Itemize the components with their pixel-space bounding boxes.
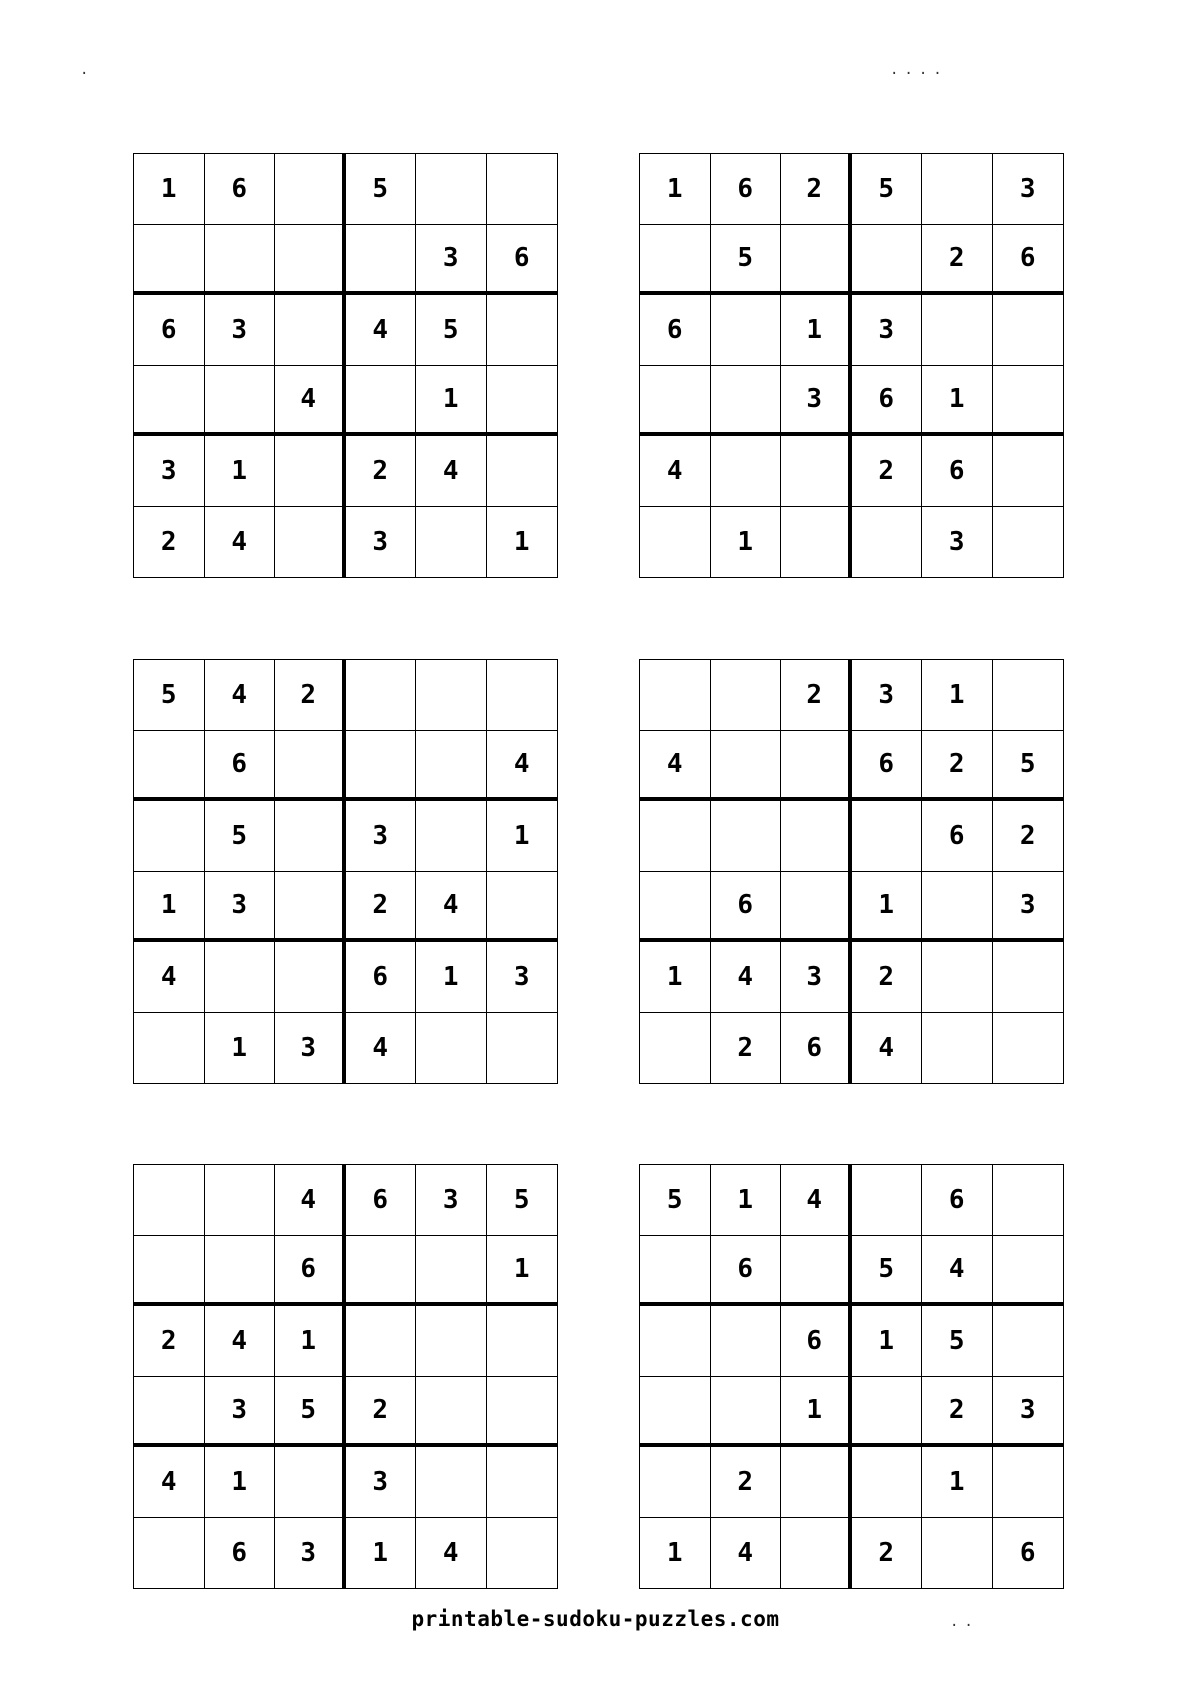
sudoku-cell bbox=[852, 225, 923, 296]
sudoku-cell bbox=[487, 872, 558, 943]
sudoku-cell: 2 bbox=[711, 1013, 782, 1084]
sudoku-cell bbox=[640, 872, 711, 943]
sudoku-cell: 5 bbox=[275, 1377, 346, 1448]
sudoku-cell: 1 bbox=[922, 1447, 993, 1518]
sudoku-cell: 1 bbox=[134, 154, 205, 225]
sudoku-cell: 1 bbox=[416, 366, 487, 437]
sudoku-cell: 4 bbox=[487, 731, 558, 802]
sudoku-cell bbox=[275, 295, 346, 366]
sudoku-cell: 6 bbox=[922, 1165, 993, 1236]
sudoku-cell: 4 bbox=[205, 1306, 276, 1377]
sudoku-cell bbox=[711, 801, 782, 872]
sudoku-cell bbox=[993, 1236, 1064, 1307]
sudoku-cell bbox=[487, 1306, 558, 1377]
sudoku-cell bbox=[416, 801, 487, 872]
sudoku-cell: 4 bbox=[852, 1013, 923, 1084]
sudoku-cell bbox=[416, 660, 487, 731]
sudoku-cell: 3 bbox=[346, 801, 417, 872]
sudoku-cell: 2 bbox=[711, 1447, 782, 1518]
sudoku-cell: 3 bbox=[416, 225, 487, 296]
sudoku-cell bbox=[640, 1447, 711, 1518]
sudoku-cell bbox=[134, 801, 205, 872]
sudoku-cell: 1 bbox=[640, 1518, 711, 1589]
sudoku-cell bbox=[205, 225, 276, 296]
sudoku-cell: 3 bbox=[993, 154, 1064, 225]
sudoku-cell bbox=[487, 1013, 558, 1084]
sudoku-cell bbox=[993, 366, 1064, 437]
sudoku-cell: 3 bbox=[205, 295, 276, 366]
sudoku-cell: 6 bbox=[993, 225, 1064, 296]
sudoku-cell: 4 bbox=[346, 1013, 417, 1084]
sudoku-cell: 1 bbox=[922, 366, 993, 437]
sudoku-cell bbox=[205, 942, 276, 1013]
sudoku-cell: 1 bbox=[487, 801, 558, 872]
sudoku-grid-2 bbox=[639, 153, 1064, 578]
sudoku-cell bbox=[416, 1306, 487, 1377]
sudoku-cell: 5 bbox=[487, 1165, 558, 1236]
sudoku-cell: 4 bbox=[275, 1165, 346, 1236]
sudoku-cell: 4 bbox=[416, 872, 487, 943]
sudoku-cell bbox=[711, 1306, 782, 1377]
sudoku-cell: 3 bbox=[134, 436, 205, 507]
sudoku-cell bbox=[711, 295, 782, 366]
sudoku-cell bbox=[487, 436, 558, 507]
sudoku-cell: 4 bbox=[205, 660, 276, 731]
sudoku-cell: 4 bbox=[640, 436, 711, 507]
sudoku-cell bbox=[416, 1377, 487, 1448]
sudoku-cell bbox=[993, 1306, 1064, 1377]
sudoku-cell: 3 bbox=[852, 660, 923, 731]
sudoku-cell: 2 bbox=[852, 436, 923, 507]
sudoku-cell: 1 bbox=[205, 436, 276, 507]
sudoku-cell bbox=[993, 660, 1064, 731]
sudoku-cell bbox=[640, 366, 711, 437]
sudoku-cell: 3 bbox=[346, 507, 417, 578]
sudoku-cell bbox=[275, 1447, 346, 1518]
sudoku-cell bbox=[922, 1518, 993, 1589]
sudoku-cell: 5 bbox=[852, 1236, 923, 1307]
sudoku-cell bbox=[416, 1447, 487, 1518]
sudoku-cell bbox=[993, 507, 1064, 578]
sudoku-cell bbox=[711, 366, 782, 437]
sudoku-cell bbox=[640, 225, 711, 296]
sudoku-cell: 5 bbox=[205, 801, 276, 872]
sudoku-cell: 3 bbox=[275, 1518, 346, 1589]
sudoku-cell bbox=[275, 872, 346, 943]
sudoku-cell bbox=[487, 366, 558, 437]
sudoku-cell bbox=[781, 507, 852, 578]
sudoku-cell bbox=[852, 1165, 923, 1236]
sudoku-cell: 4 bbox=[416, 1518, 487, 1589]
sudoku-cell bbox=[781, 436, 852, 507]
sudoku-cell bbox=[275, 154, 346, 225]
sudoku-cell: 4 bbox=[134, 942, 205, 1013]
sudoku-cell: 3 bbox=[275, 1013, 346, 1084]
sudoku-cell: 3 bbox=[852, 295, 923, 366]
sudoku-cell bbox=[346, 1236, 417, 1307]
sudoku-cell bbox=[640, 1306, 711, 1377]
sudoku-cell bbox=[922, 942, 993, 1013]
sudoku-cell: 1 bbox=[346, 1518, 417, 1589]
sudoku-cell: 2 bbox=[993, 801, 1064, 872]
sudoku-cell: 6 bbox=[852, 731, 923, 802]
sudoku-cell bbox=[640, 801, 711, 872]
sudoku-cell bbox=[852, 801, 923, 872]
sudoku-cell: 2 bbox=[134, 1306, 205, 1377]
sudoku-cell bbox=[852, 507, 923, 578]
sudoku-cell bbox=[781, 731, 852, 802]
corner-mark-top-right: ···· bbox=[890, 66, 948, 82]
sudoku-cell bbox=[922, 154, 993, 225]
sudoku-cell bbox=[711, 731, 782, 802]
sudoku-cell bbox=[346, 1306, 417, 1377]
sudoku-cell bbox=[275, 731, 346, 802]
sudoku-cell bbox=[134, 1518, 205, 1589]
sudoku-cell bbox=[852, 1447, 923, 1518]
sudoku-cell: 6 bbox=[346, 1165, 417, 1236]
sudoku-cell bbox=[993, 1165, 1064, 1236]
sudoku-cell: 6 bbox=[711, 1236, 782, 1307]
sudoku-cell bbox=[781, 1236, 852, 1307]
sudoku-cell bbox=[993, 295, 1064, 366]
sudoku-cell: 6 bbox=[346, 942, 417, 1013]
sudoku-cell: 6 bbox=[205, 154, 276, 225]
sudoku-cell bbox=[922, 872, 993, 943]
sudoku-cell: 4 bbox=[922, 1236, 993, 1307]
sudoku-cell: 1 bbox=[487, 1236, 558, 1307]
sudoku-cell: 2 bbox=[852, 1518, 923, 1589]
sudoku-cell: 1 bbox=[640, 942, 711, 1013]
sudoku-cell: 6 bbox=[205, 1518, 276, 1589]
sudoku-cell: 1 bbox=[852, 872, 923, 943]
corner-mark-bottom-right: ·· bbox=[950, 1618, 979, 1634]
sudoku-cell: 2 bbox=[346, 1377, 417, 1448]
sudoku-cell bbox=[993, 1013, 1064, 1084]
sudoku-cell: 5 bbox=[711, 225, 782, 296]
sudoku-cell bbox=[275, 942, 346, 1013]
sudoku-cell: 4 bbox=[205, 507, 276, 578]
sudoku-cell bbox=[275, 507, 346, 578]
sudoku-cell bbox=[134, 731, 205, 802]
sudoku-cell bbox=[711, 436, 782, 507]
sudoku-cell bbox=[993, 436, 1064, 507]
sudoku-cell: 5 bbox=[416, 295, 487, 366]
sudoku-cell: 2 bbox=[275, 660, 346, 731]
sudoku-cell: 6 bbox=[711, 872, 782, 943]
sudoku-cell bbox=[134, 1165, 205, 1236]
sudoku-cell: 3 bbox=[781, 942, 852, 1013]
sudoku-cell bbox=[781, 1447, 852, 1518]
sudoku-cell: 4 bbox=[640, 731, 711, 802]
sudoku-cell: 5 bbox=[346, 154, 417, 225]
sudoku-cell bbox=[205, 1165, 276, 1236]
sudoku-cell bbox=[487, 1447, 558, 1518]
sudoku-grid-6 bbox=[639, 1164, 1064, 1589]
sudoku-cell: 2 bbox=[346, 436, 417, 507]
sudoku-cell: 4 bbox=[275, 366, 346, 437]
sudoku-cell: 3 bbox=[781, 366, 852, 437]
sudoku-cell: 5 bbox=[993, 731, 1064, 802]
sudoku-cell bbox=[134, 225, 205, 296]
sudoku-cell bbox=[487, 295, 558, 366]
corner-mark-top-left: · bbox=[80, 66, 95, 82]
sudoku-cell: 2 bbox=[781, 154, 852, 225]
sudoku-cell: 6 bbox=[275, 1236, 346, 1307]
sudoku-cell bbox=[134, 1236, 205, 1307]
sudoku-cell bbox=[487, 1377, 558, 1448]
sudoku-cell bbox=[487, 154, 558, 225]
sudoku-cell: 1 bbox=[416, 942, 487, 1013]
sudoku-cell: 4 bbox=[134, 1447, 205, 1518]
sudoku-grid-1 bbox=[133, 153, 558, 578]
sudoku-cell bbox=[852, 1377, 923, 1448]
sudoku-cell bbox=[346, 731, 417, 802]
sudoku-cell: 1 bbox=[275, 1306, 346, 1377]
sudoku-cell: 3 bbox=[922, 507, 993, 578]
sudoku-cell bbox=[781, 225, 852, 296]
sudoku-cell: 2 bbox=[781, 660, 852, 731]
sudoku-cell bbox=[711, 1377, 782, 1448]
sudoku-cell: 6 bbox=[922, 801, 993, 872]
sudoku-cell bbox=[416, 1236, 487, 1307]
sudoku-cell: 1 bbox=[513, 526, 530, 557]
sudoku-cell: 6 bbox=[852, 366, 923, 437]
sudoku-cell: 6 bbox=[205, 731, 276, 802]
sudoku-cell: 3 bbox=[205, 1377, 276, 1448]
sudoku-cell: 1 bbox=[781, 295, 852, 366]
sudoku-cell bbox=[993, 1447, 1064, 1518]
sudoku-cell bbox=[640, 507, 711, 578]
sudoku-cell: 1 bbox=[781, 1377, 852, 1448]
sudoku-cell: 4 bbox=[416, 436, 487, 507]
sudoku-cell: 2 bbox=[346, 872, 417, 943]
sudoku-cell bbox=[640, 660, 711, 731]
sudoku-cell: 5 bbox=[922, 1306, 993, 1377]
sudoku-cell bbox=[205, 1236, 276, 1307]
sudoku-cell bbox=[640, 1013, 711, 1084]
sudoku-cell: 1 bbox=[922, 660, 993, 731]
sudoku-cell: 6 bbox=[781, 1013, 852, 1084]
sudoku-cell: 2 bbox=[134, 507, 205, 578]
sudoku-cell: 1 bbox=[640, 154, 711, 225]
sudoku-cell: 6 bbox=[1019, 1537, 1036, 1568]
sudoku-cell bbox=[416, 1013, 487, 1084]
sudoku-cell: 6 bbox=[487, 225, 558, 296]
sudoku-cell: 6 bbox=[922, 436, 993, 507]
sudoku-cell bbox=[711, 660, 782, 731]
sudoku-cell bbox=[346, 366, 417, 437]
sudoku-cell bbox=[781, 801, 852, 872]
sudoku-cell: 6 bbox=[711, 154, 782, 225]
sudoku-cell: 1 bbox=[852, 1306, 923, 1377]
sudoku-cell: 3 bbox=[416, 1165, 487, 1236]
sudoku-cell: 2 bbox=[852, 942, 923, 1013]
sudoku-cell: 5 bbox=[134, 660, 205, 731]
sudoku-cell: 6 bbox=[640, 295, 711, 366]
sudoku-cell: 1 bbox=[711, 1165, 782, 1236]
sudoku-cell: 5 bbox=[640, 1165, 711, 1236]
sudoku-cell bbox=[640, 1236, 711, 1307]
sudoku-grid-4 bbox=[639, 659, 1064, 1084]
sudoku-cell bbox=[134, 1013, 205, 1084]
sudoku-cell bbox=[346, 225, 417, 296]
sudoku-cell bbox=[416, 507, 487, 578]
sudoku-cell: 3 bbox=[346, 1447, 417, 1518]
sudoku-grid-5 bbox=[133, 1164, 558, 1589]
sudoku-cell: 6 bbox=[134, 295, 205, 366]
sudoku-cell: 5 bbox=[852, 154, 923, 225]
sudoku-cell: 4 bbox=[781, 1165, 852, 1236]
sudoku-cell bbox=[922, 295, 993, 366]
sudoku-cell bbox=[346, 660, 417, 731]
sudoku-cell bbox=[134, 1377, 205, 1448]
sudoku-cell: 4 bbox=[711, 942, 782, 1013]
site-footer: printable-sudoku-puzzles.com bbox=[411, 1607, 780, 1631]
sudoku-cell bbox=[487, 660, 558, 731]
sudoku-cell: 1 bbox=[205, 1013, 276, 1084]
sudoku-cell bbox=[134, 366, 205, 437]
sudoku-cell bbox=[781, 872, 852, 943]
sudoku-cell bbox=[781, 1518, 852, 1589]
sudoku-cell: 1 bbox=[205, 1447, 276, 1518]
sudoku-cell bbox=[275, 436, 346, 507]
sudoku-cell: 2 bbox=[922, 225, 993, 296]
sudoku-cell bbox=[922, 1013, 993, 1084]
sudoku-cell: 3 bbox=[487, 942, 558, 1013]
sudoku-cell bbox=[640, 1377, 711, 1448]
sudoku-cell: 6 bbox=[781, 1306, 852, 1377]
sudoku-cell: 1 bbox=[134, 872, 205, 943]
sudoku-cell bbox=[275, 801, 346, 872]
sudoku-cell: 4 bbox=[711, 1518, 782, 1589]
sudoku-cell bbox=[487, 1518, 558, 1589]
sudoku-cell: 2 bbox=[922, 731, 993, 802]
sudoku-cell: 2 bbox=[922, 1377, 993, 1448]
sudoku-cell bbox=[205, 366, 276, 437]
sudoku-cell: 1 bbox=[711, 507, 782, 578]
sudoku-grid-3 bbox=[133, 659, 558, 1084]
sudoku-cell: 3 bbox=[993, 1377, 1064, 1448]
sudoku-cell bbox=[416, 731, 487, 802]
sudoku-cell bbox=[416, 154, 487, 225]
sudoku-cell: 3 bbox=[993, 872, 1064, 943]
sudoku-cell bbox=[993, 942, 1064, 1013]
sudoku-cell: 3 bbox=[205, 872, 276, 943]
sudoku-cell: 4 bbox=[346, 295, 417, 366]
sudoku-cell bbox=[275, 225, 346, 296]
